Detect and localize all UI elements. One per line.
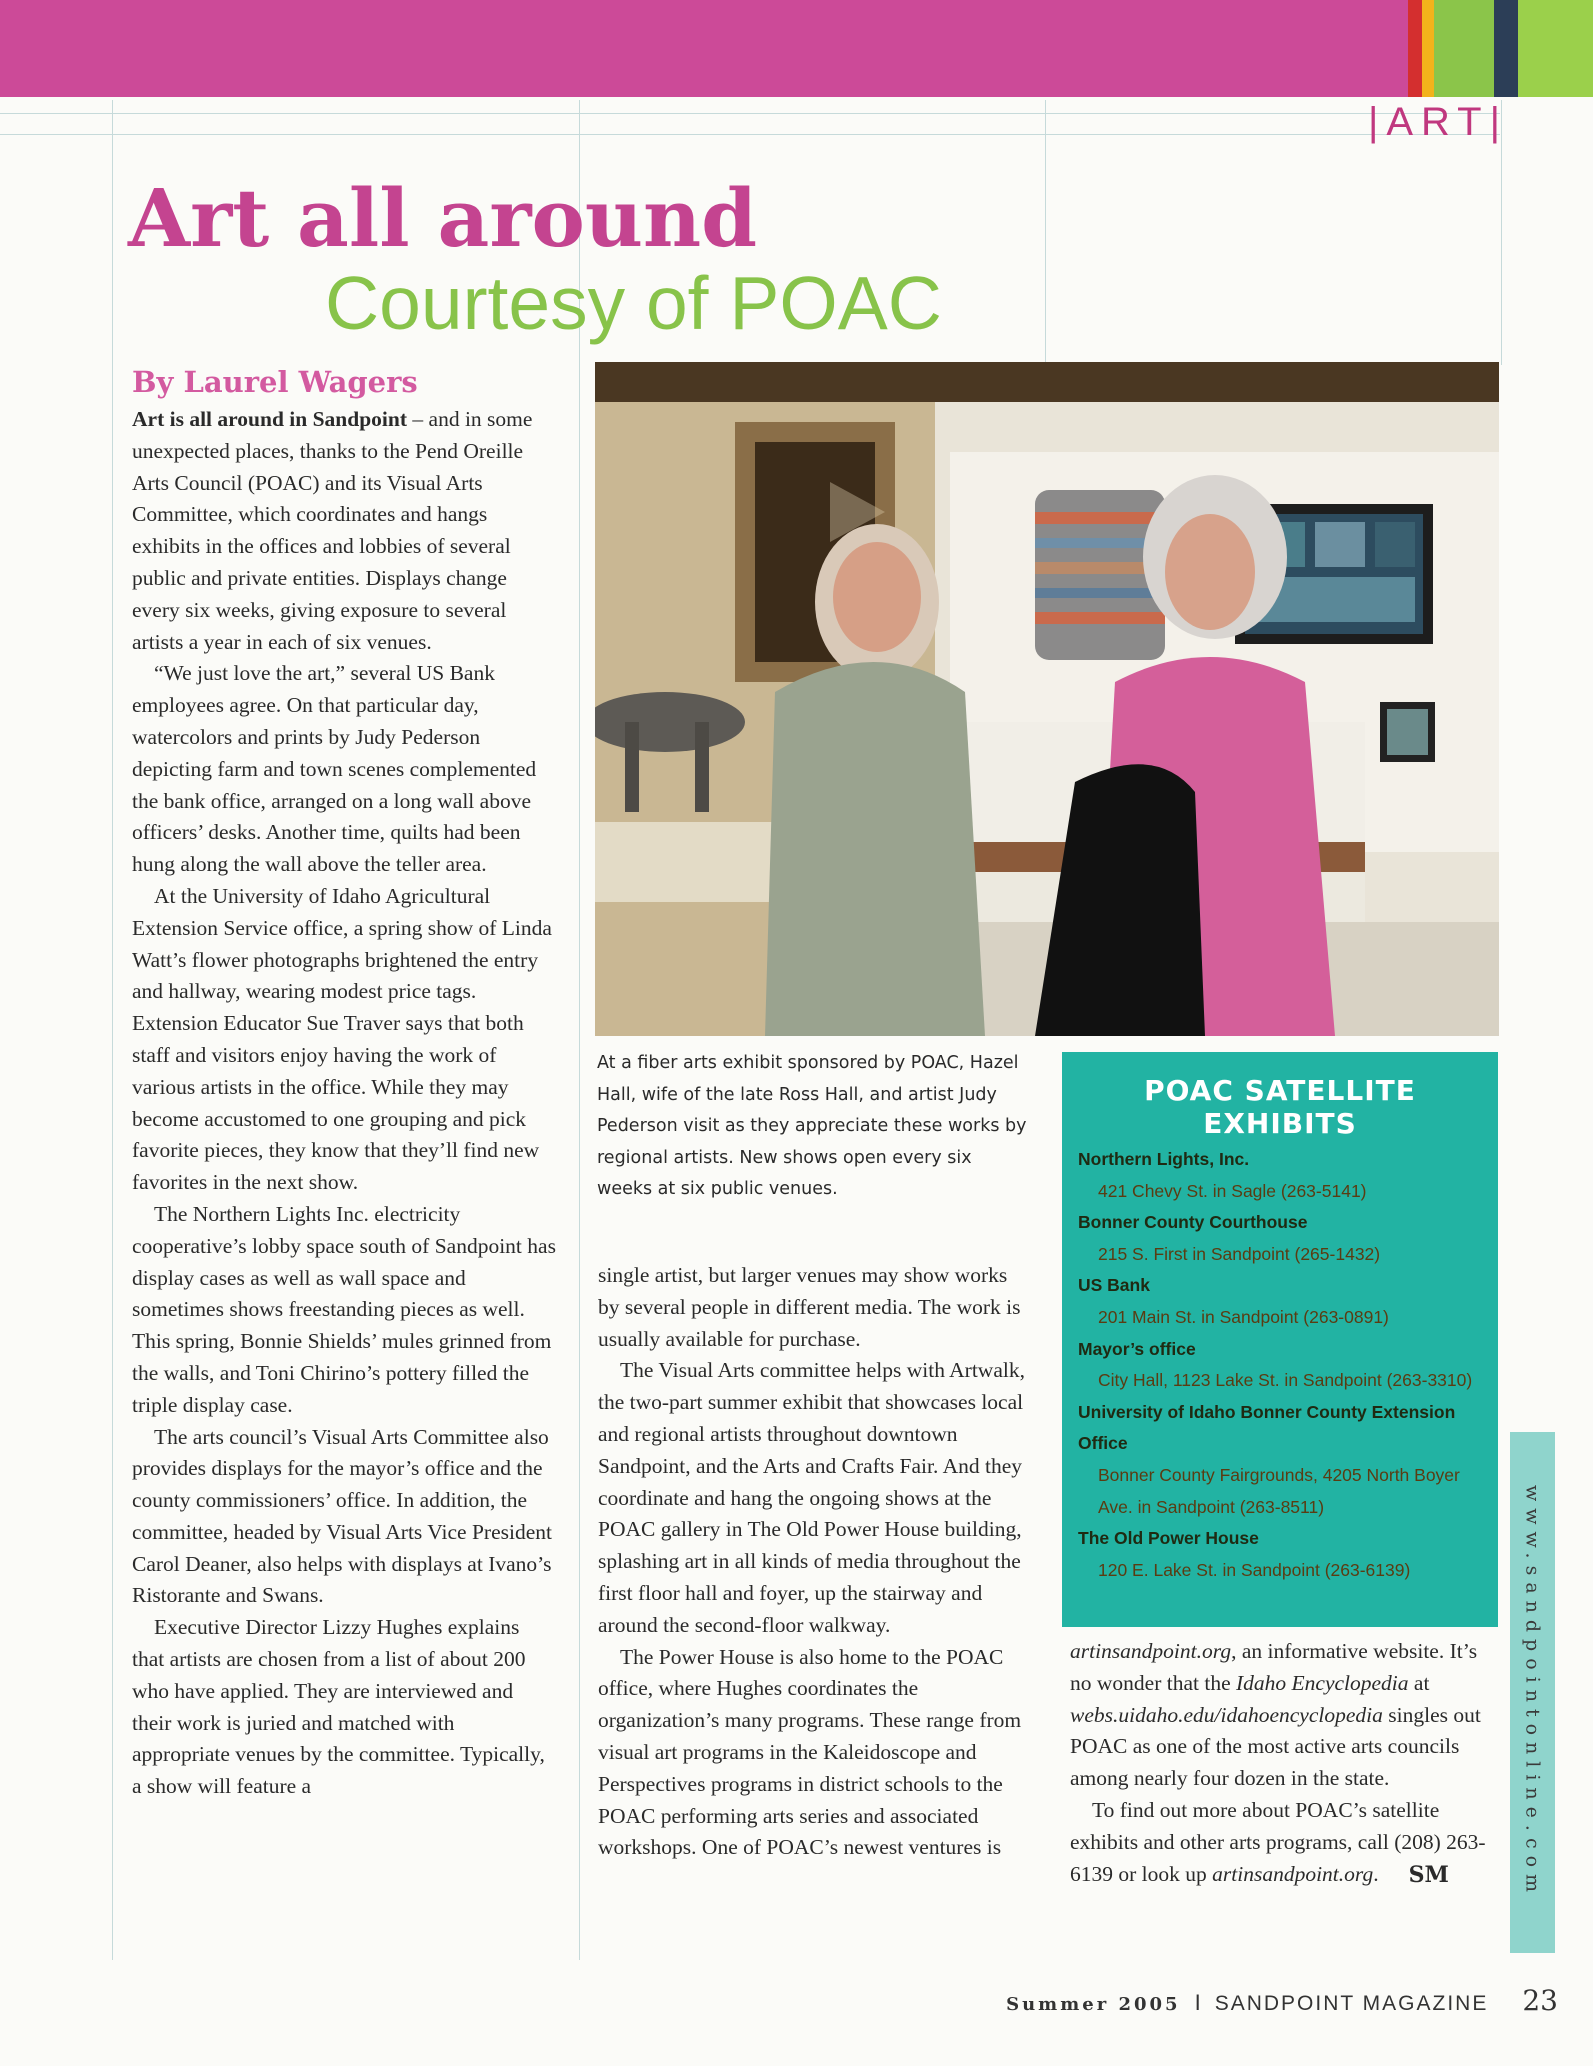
- header-rule: [0, 113, 1500, 114]
- article-column-3: [1070, 1636, 1498, 1892]
- magazine-name: SANDPOINT MAGAZINE: [1214, 1992, 1489, 2015]
- paragraph-text: – and in some unexpected places, thanks to the Pend Oreille Arts Council (POAC) and its Visual Arts Committee, which coordinates and hangs exhibits in the offices and lobbies of several public and private entities. Displays change every six weeks, giving exposure to several artists a year in each of six venues.: [132, 407, 533, 654]
- paragraph: [1070, 1636, 1498, 1795]
- website-url: www.sandpointonline.com: [1521, 1485, 1544, 1900]
- website-side-tab: [1510, 1432, 1555, 1953]
- banner-pink-bar: [0, 0, 1408, 97]
- venue-address: 120 E. Lake St. in Sandpoint (263-6139): [1098, 1559, 1411, 1580]
- venue-item: [1078, 1144, 1488, 1207]
- venue-name: US Bank: [1078, 1275, 1150, 1296]
- paragraph-text: singles out POAC as one of the most active arts councils among nearly four dozen in the state.: [1070, 1702, 1481, 1791]
- venue-list: [1078, 1144, 1488, 1586]
- banner-yellow-stripe: [1422, 0, 1434, 97]
- end-mark-logo: SM: [1408, 1861, 1449, 1888]
- column-rule-left: [112, 100, 113, 1960]
- photo-caption: At a fiber arts exhibit sponsored by POAC, Hazel Hall, wife of the late Ross Hall, and artist Judy Pederson visit as they appreciate these works by regional artists. New shows open every six weeks at six public venues.: [597, 1053, 1027, 1200]
- venue-address: City Hall, 1123 Lake St. in Sandpoint (263-3310): [1098, 1370, 1473, 1391]
- column-rule-right: [1045, 100, 1046, 365]
- venue-item: [1078, 1334, 1488, 1397]
- banner-red-stripe: [1408, 0, 1422, 97]
- paragraph: [1070, 1795, 1498, 1892]
- web-link: webs.uidaho.edu/idahoencyclopedia: [1070, 1702, 1383, 1727]
- photo-illustration: [595, 362, 1499, 1036]
- paragraph: “We just love the art,” several US Bank employees agree. On that particular day, watercolors and prints by Judy Pederson depicting farm and town scenes complemented the bank office, arranged on a long wall above officers’ desks. Another time, quilts had been hung along the wall above the teller area.: [132, 661, 537, 877]
- venue-name: Northern Lights, Inc.: [1078, 1149, 1250, 1169]
- article-column-2: [598, 1260, 1028, 1864]
- page-footer: [1006, 1984, 1558, 2017]
- paragraph: [132, 404, 556, 658]
- exhibit-photo: [595, 362, 1499, 1036]
- header-rule-2: [0, 134, 1500, 135]
- paragraph: The Northern Lights Inc. electricity cooperative’s lobby space south of Sandpoint has display cases as well as wall space and sometimes shows freestanding pieces as well. This spring, Bonnie Shields’ mules grinned from the walls, and Toni Chirino’s pottery filled the triple display case.: [132, 1201, 556, 1417]
- venue-item: [1078, 1207, 1488, 1270]
- venue-address: Bonner County Fairgrounds, 4205 North Boyer Ave. in Sandpoint (263-8511): [1098, 1464, 1460, 1517]
- subheadline: Courtesy of POAC: [325, 261, 942, 345]
- venue-address: 201 Main St. in Sandpoint (263-0891): [1098, 1306, 1389, 1327]
- venue-address: 421 Chevy St. in Sagle (263-5141): [1098, 1180, 1367, 1201]
- paragraph: single artist, but larger venues may show works by several people in different media. The work is usually available for purchase.: [598, 1263, 1021, 1351]
- paragraph-text: .: [1373, 1861, 1379, 1886]
- byline: By Laurel Wagers: [132, 365, 418, 399]
- publication-title: Idaho Encyclopedia: [1236, 1670, 1409, 1695]
- page-number: 23: [1522, 1984, 1558, 2017]
- paragraph-text: To find out more about POAC’s satellite exhibits and other arts programs, call (208) 263-6139 or look up: [1070, 1797, 1486, 1886]
- satellite-exhibits-box: [1062, 1052, 1498, 1627]
- paragraph-text: , an informative website. It’s no wonder that the: [1070, 1639, 1478, 1695]
- column-rule-center: [579, 100, 580, 1960]
- paragraph: At the University of Idaho Agricultural Extension Service office, a spring show of Linda Watt’s flower photographs brightened the entry and hallway, wearing modest price tags. Extension Educator Sue Traver says that both staff and visitors enjoy having the work of various artists in the office. While they may become accustomed to one grouping and pick favorite pieces, they know that they’ll find new favorites in the next show.: [132, 883, 552, 1195]
- paragraph: Executive Director Lizzy Hughes explains that artists are chosen from a list of about 200 who have applied. They are interviewed and their work is juried and matched with appropriate venues by the committee. Typically, a show will feature a: [132, 1615, 545, 1799]
- article-column-1: [132, 404, 556, 1803]
- paragraph: The Visual Arts committee helps with Artwalk, the two-part summer exhibit that showcases local and regional artists throughout downtown Sandpoint, and the Arts and Crafts Fair. And they coordinate and hang the ongoing shows at the POAC gallery in The Old Power House building, splashing art in all kinds of media throughout the first floor hall and foyer, up the stairway and around the second-floor walkway.: [598, 1358, 1025, 1637]
- banner-navy-stripe: [1494, 0, 1518, 97]
- web-link: artinsandpoint.org: [1070, 1639, 1232, 1663]
- banner-green-stripe: [1434, 0, 1494, 97]
- banner-lime-stripe: [1518, 0, 1593, 97]
- section-label: |ART|: [1367, 100, 1508, 144]
- venue-item: [1078, 1523, 1488, 1586]
- venue-item: [1078, 1397, 1488, 1523]
- issue-season: Summer 2005: [1006, 1994, 1181, 2015]
- footer-separator: I: [1194, 1990, 1201, 2015]
- box-title: POAC SATELLITE EXHIBITS: [1144, 1074, 1416, 1140]
- paragraph: The arts council’s Visual Arts Committee also provides displays for the mayor’s office and the county commissioners’ office. In addition, the committee, headed by Visual Arts Vice President Carol Deaner, also helps with displays at Ivano’s Ristorante and Swans.: [132, 1424, 552, 1608]
- venue-name: The Old Power House: [1078, 1528, 1259, 1549]
- venue-name: Bonner County Courthouse: [1078, 1212, 1308, 1233]
- lead-in: Art is all around in Sandpoint: [132, 407, 408, 431]
- top-color-banner: [0, 0, 1593, 97]
- venue-address: 215 S. First in Sandpoint (265-1432): [1098, 1243, 1381, 1264]
- headline: Art all around: [128, 171, 758, 265]
- web-link: artinsandpoint.org: [1212, 1861, 1374, 1886]
- venue-name: Mayor’s office: [1078, 1338, 1196, 1359]
- venue-name: University of Idaho Bonner County Extension Office: [1078, 1401, 1456, 1454]
- paragraph-text: at: [1408, 1670, 1430, 1695]
- venue-item: [1078, 1270, 1488, 1333]
- paragraph: The Power House is also home to the POAC office, where Hughes coordinates the organization’s many programs. These range from visual art programs in the Kaleidoscope and Perspectives programs in district schools to the POAC performing arts series and associated workshops. One of POAC’s newest ventures is: [598, 1644, 1022, 1860]
